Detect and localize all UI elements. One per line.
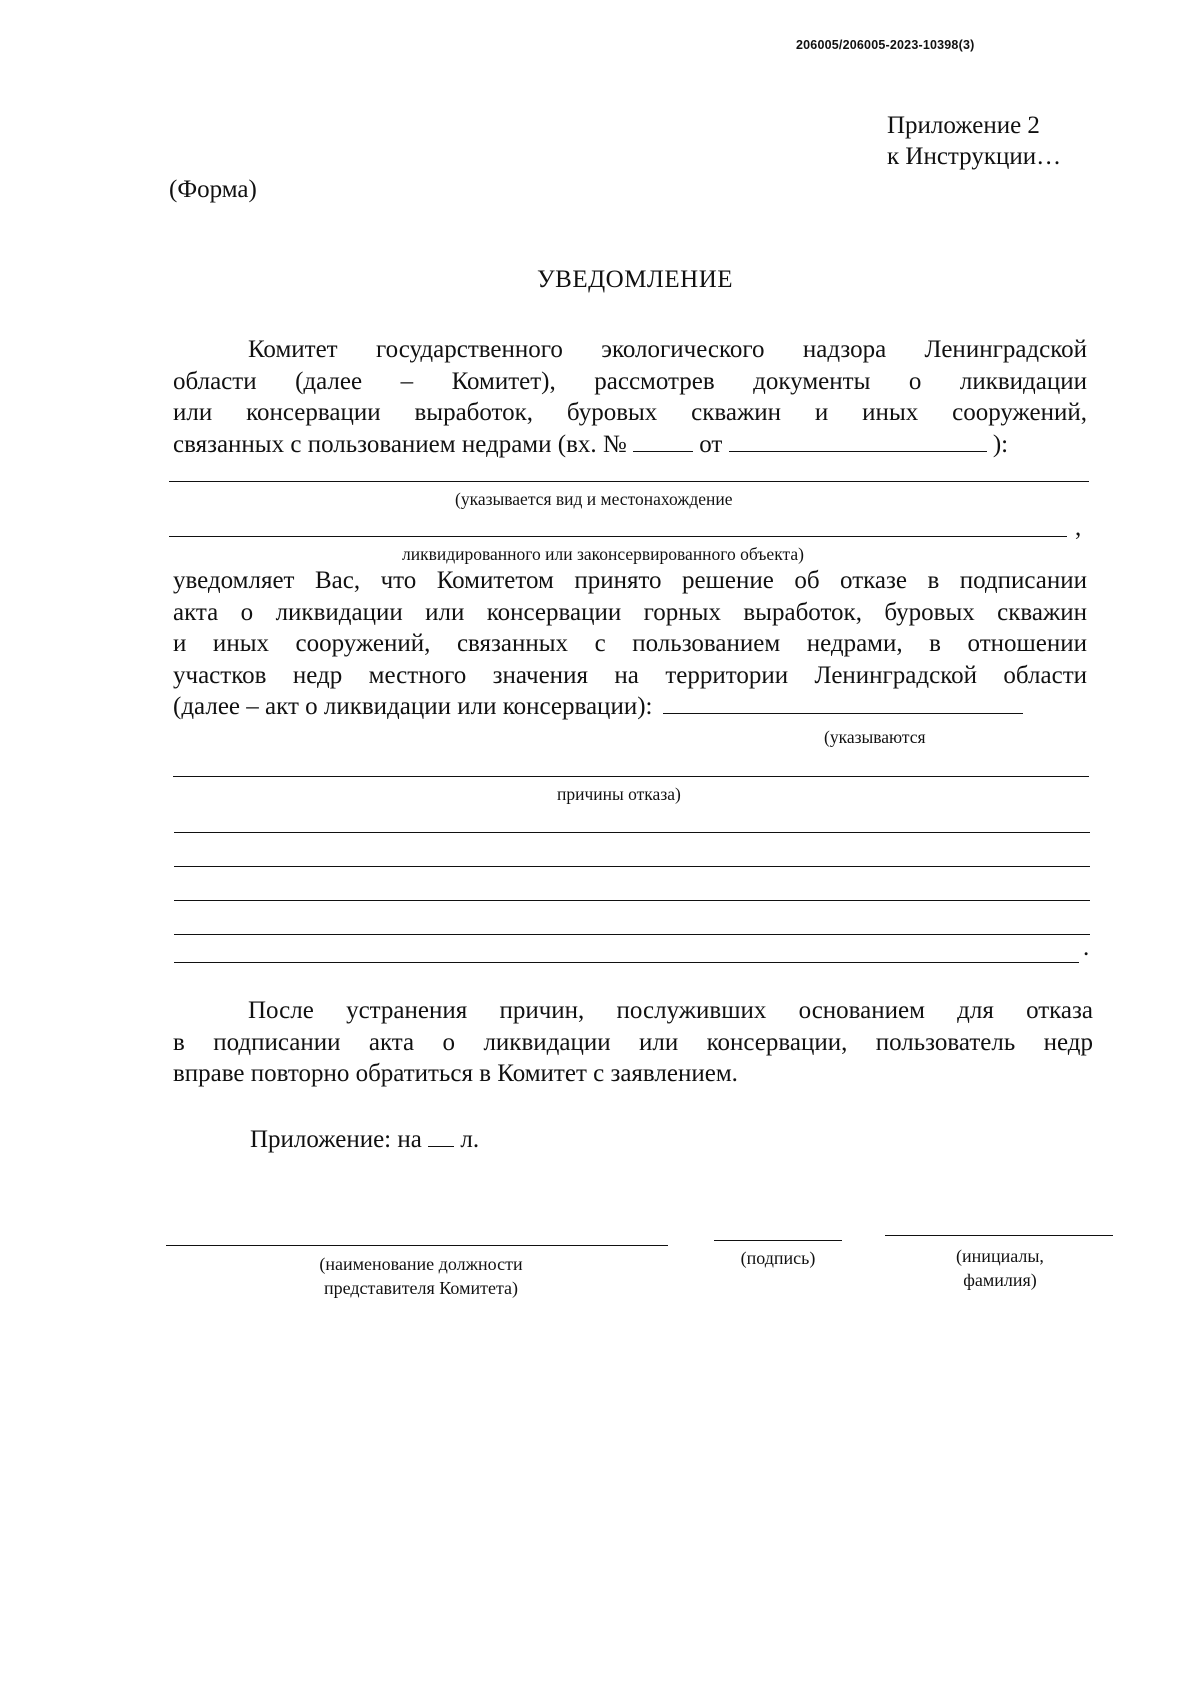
appendix-reference [887, 110, 1061, 172]
reasons-inline-field[interactable] [663, 691, 1023, 714]
intro-paragraph [173, 334, 1087, 460]
after-line-2: в подписании акта о ликвидации или консервации, пользователь недр [173, 1028, 1093, 1056]
position-caption-line-1: (наименование должности [319, 1254, 523, 1274]
reasons-period: . [1083, 934, 1090, 961]
reasons-line-1[interactable] [173, 776, 1089, 777]
name-caption-line-1: (инициалы, [956, 1246, 1044, 1266]
reasons-line-6[interactable] [174, 962, 1079, 963]
decision-line-5 [173, 691, 1087, 723]
decision-line-3: и иных сооружений, связанных с пользованием недрами, в отношении [173, 630, 1087, 657]
name-caption [925, 1244, 1075, 1292]
name-caption-line-2: фамилия) [963, 1270, 1037, 1290]
intro-line-4-end: ): [992, 430, 1009, 458]
signature-caption: (подпись) [740, 1248, 816, 1268]
attachment-prefix: Приложение: на [250, 1126, 422, 1153]
attachment-pages-field[interactable] [428, 1124, 454, 1147]
object-caption-1: (указывается вид и местонахождение [455, 489, 733, 509]
intro-line-1: Комитет государственного экологического надзора Ленинградской [248, 336, 1087, 363]
reasons-line-2[interactable] [174, 832, 1090, 833]
decision-line-5-text: (далее – акт о ликвидации или консервации): [173, 693, 653, 720]
object-line-2[interactable] [169, 536, 1067, 537]
decision-line-2: акта о ликвидации или консервации горных выработок, буровых скважин [173, 598, 1087, 626]
reasons-line-4[interactable] [174, 900, 1090, 901]
intro-line-4-text: связанных с пользованием недрами (вх. № [173, 430, 627, 458]
intro-from-text: от [699, 430, 723, 458]
position-caption-line-2: представителя Комитета) [323, 1278, 519, 1298]
intro-line-3: или консервации выработок, буровых скважин и иных сооружений, [173, 399, 1087, 426]
decision-line-4: участков недр местного значения на территории Ленинградской области [173, 661, 1087, 689]
object-comma: , [1075, 514, 1082, 541]
appendix-line-1: Приложение 2 [887, 112, 1040, 139]
decision-line-1: уведомляет Вас, что Комитетом принято решение об отказе в подписании [173, 567, 1087, 594]
position-signature-line[interactable] [166, 1245, 668, 1246]
document-title: УВЕДОМЛЕНИЕ [536, 266, 734, 293]
position-caption [276, 1252, 566, 1300]
intro-line-4 [173, 429, 1087, 461]
incoming-date-field[interactable] [729, 429, 987, 452]
signature-line[interactable] [714, 1240, 842, 1241]
reasons-line-3[interactable] [174, 866, 1090, 867]
document-number: 206005/206005-2023-10398(3) [796, 38, 975, 52]
object-line-1[interactable] [169, 481, 1089, 482]
attachment-suffix: л. [460, 1126, 480, 1153]
reasons-caption-2: причины отказа) [557, 784, 681, 804]
decision-paragraph [173, 565, 1087, 723]
intro-line-2: области (далее – Комитет), рассмотрев документы о ликвидации [173, 367, 1087, 395]
appendix-line-2: к Инструкции… [887, 143, 1062, 170]
after-paragraph [173, 995, 1093, 1090]
reasons-caption-1: (указываются [824, 727, 926, 747]
attachment-line [250, 1124, 650, 1156]
form-label: (Форма) [169, 176, 257, 203]
reasons-line-5[interactable] [174, 934, 1090, 935]
object-caption-2: ликвидированного или законсервированного объекта) [402, 544, 804, 564]
after-line-1: После устранения причин, послуживших основанием для отказа [248, 997, 1093, 1024]
after-line-3: вправе повторно обратиться в Комитет с заявлением. [173, 1060, 738, 1087]
name-signature-line[interactable] [885, 1235, 1113, 1236]
incoming-number-field[interactable] [633, 429, 693, 452]
